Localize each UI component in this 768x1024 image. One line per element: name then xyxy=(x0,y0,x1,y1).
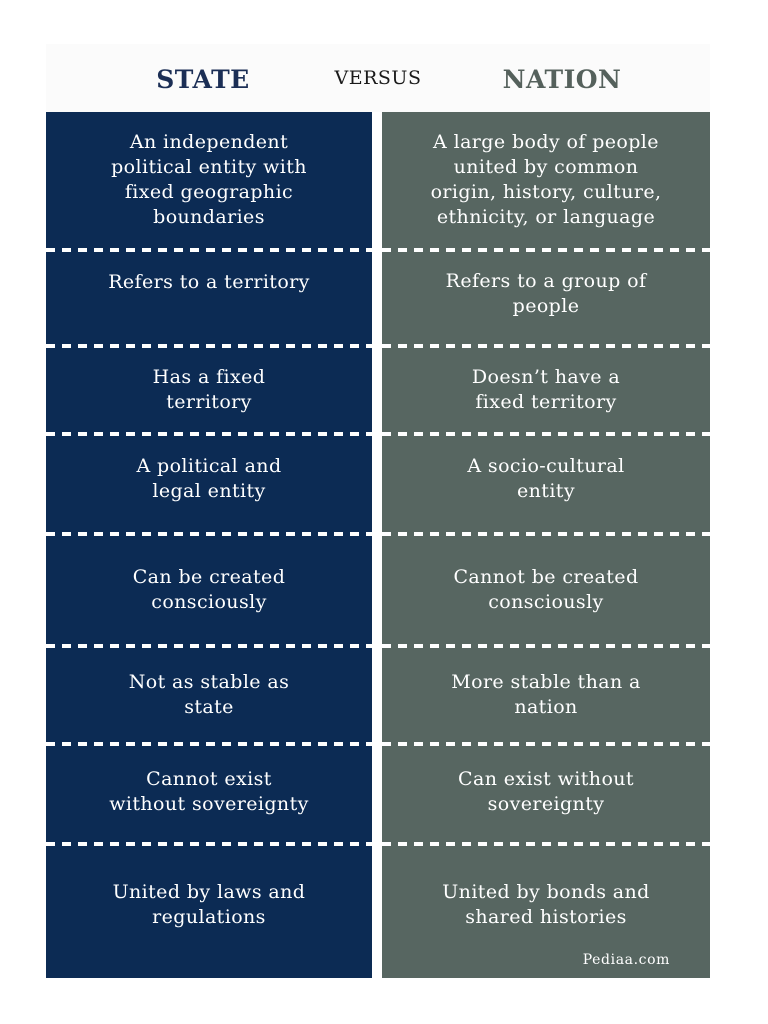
nation-cell: Cannot be created consciously xyxy=(453,566,639,613)
state-cell: Refers to a territory xyxy=(108,270,310,293)
nation-cell: A socio-cultural entity xyxy=(467,455,625,502)
state-cell: United by laws and regulations xyxy=(112,881,306,928)
state-cell: Not as stable as state xyxy=(128,671,290,718)
comparison-header xyxy=(46,44,710,112)
nation-row-2 xyxy=(382,252,710,344)
state-row-4 xyxy=(46,436,372,532)
nation-row-4 xyxy=(382,436,710,532)
state-row-2 xyxy=(46,252,372,344)
state-title: STATE xyxy=(156,65,250,94)
versus-label: VERSUS xyxy=(334,67,422,89)
nation-row-7 xyxy=(382,746,710,838)
nation-cell: A large body of people united by common origin, history, culture, ethnicity, or language xyxy=(430,131,662,228)
nation-row-5 xyxy=(382,536,710,644)
state-cell: An independent political entity with fixed geographic boundaries xyxy=(111,131,307,228)
state-row-7 xyxy=(46,746,372,838)
state-column xyxy=(46,112,372,978)
nation-cell: Can exist without sovereignty xyxy=(458,768,634,815)
nation-row-3 xyxy=(382,348,710,432)
comparison-card xyxy=(46,44,710,978)
nation-title: NATION xyxy=(502,65,622,94)
state-row-8 xyxy=(46,846,372,978)
nation-cell: Refers to a group of people xyxy=(445,270,647,317)
nation-column xyxy=(382,112,710,978)
nation-row-6 xyxy=(382,648,710,742)
source-credit: Pediaa.com xyxy=(582,952,670,968)
nation-row-1 xyxy=(382,112,710,248)
state-cell: Can be created consciously xyxy=(132,566,286,613)
state-row-3 xyxy=(46,348,372,432)
state-row-5 xyxy=(46,536,372,644)
state-cell: Has a fixed territory xyxy=(152,366,266,413)
nation-cell: United by bonds and shared histories xyxy=(442,881,650,928)
nation-cell: Doesn’t have a fixed territory xyxy=(471,366,621,413)
state-row-1 xyxy=(46,112,372,248)
state-cell: A political and legal entity xyxy=(136,455,282,502)
nation-cell: More stable than a nation xyxy=(451,671,641,718)
state-row-6 xyxy=(46,648,372,742)
state-cell: Cannot exist without sovereignty xyxy=(109,768,309,815)
